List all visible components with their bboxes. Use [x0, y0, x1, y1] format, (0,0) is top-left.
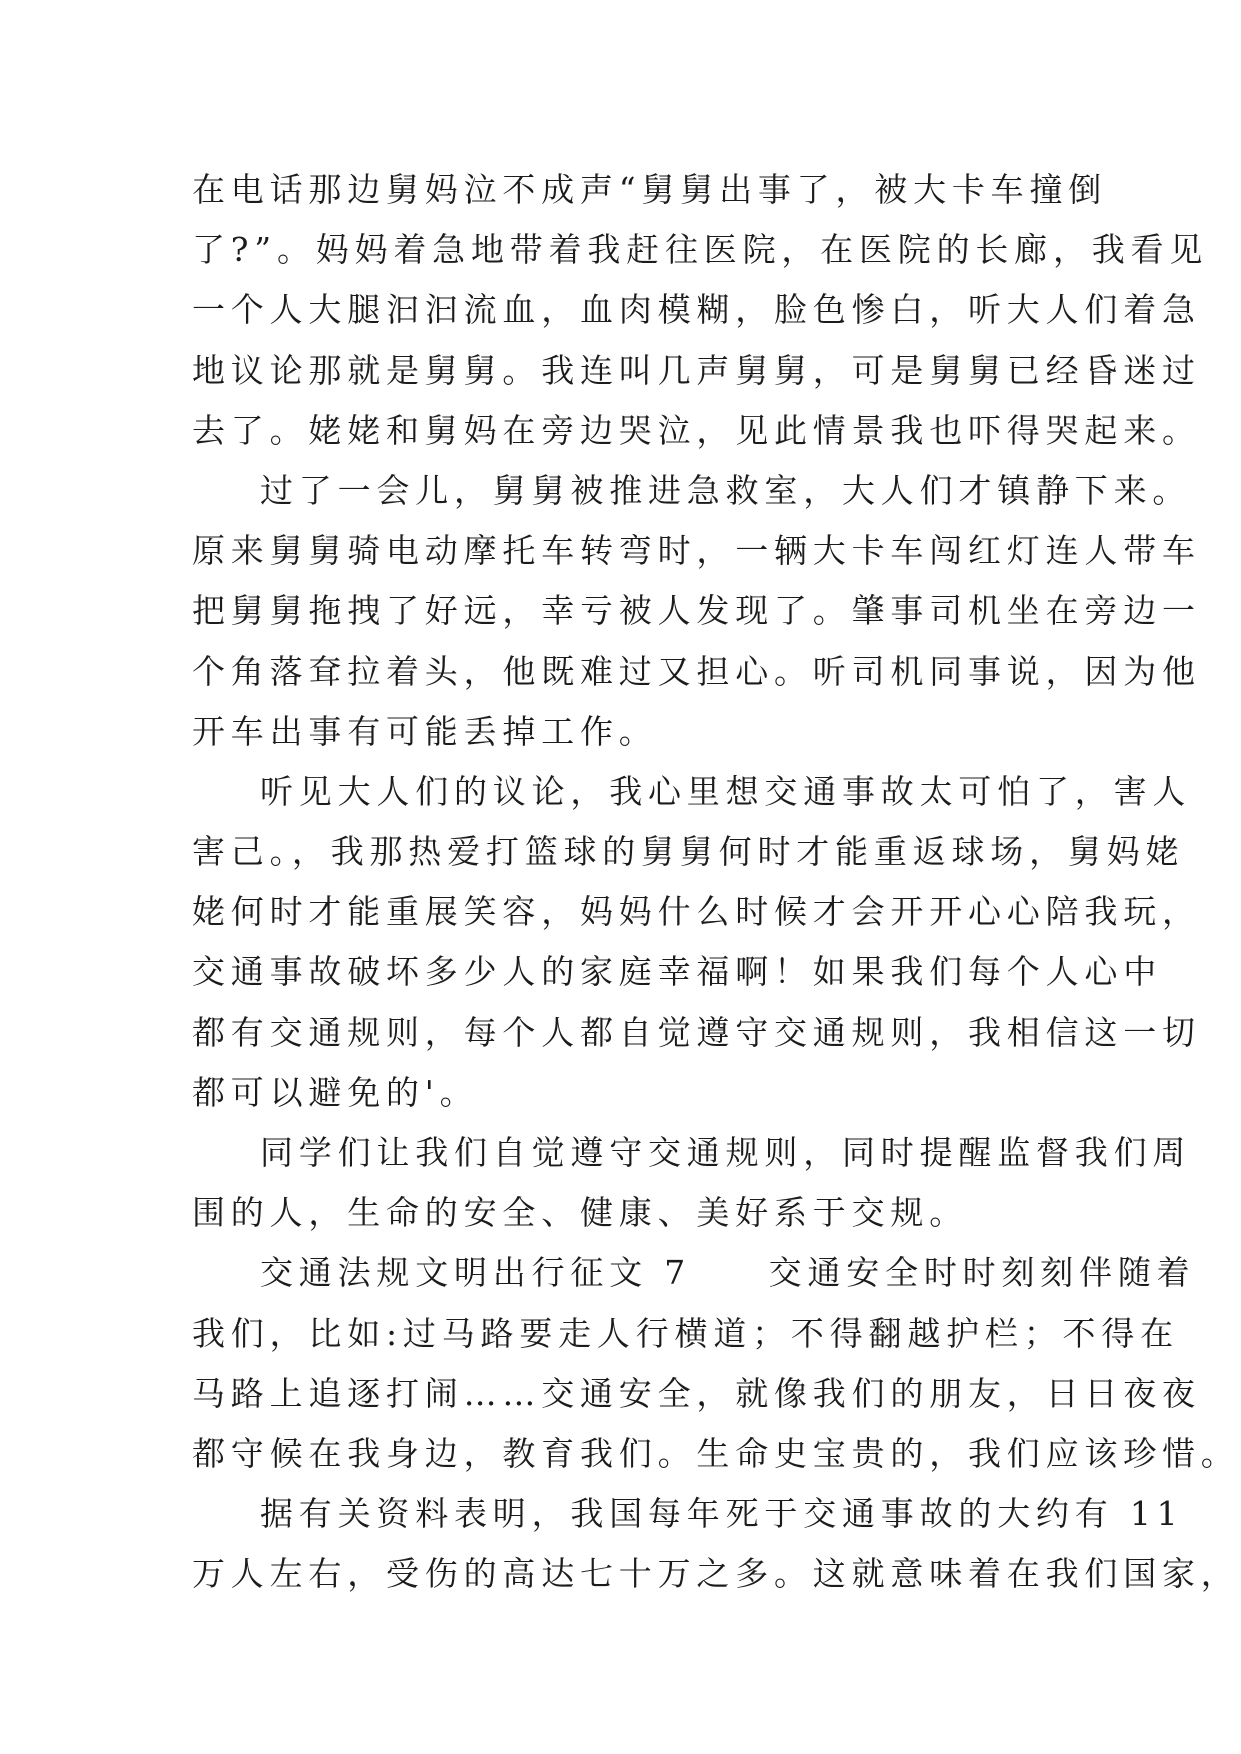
text-line: 马路上追逐打闹……交通安全，就像我们的朋友，日日夜夜 [192, 1373, 1201, 1413]
text-line: 去了。姥姥和舅妈在旁边哭泣，见此情景我也吓得哭起来。 [192, 410, 1201, 450]
text-line: 害己。，我那热爱打篮球的舅舅何时才能重返球场，舅妈姥 [192, 832, 1185, 872]
text-line: 都守候在我身边，教育我们。生命史宝贵的，我们应该珍惜。 [192, 1433, 1240, 1473]
text-line: 一个人大腿汩汩流血，血肉模糊，脸色惨白，听大人们着急 [192, 290, 1201, 330]
text-line: 在电话那边舅妈泣不成声“舅舅出事了，被大卡车撞倒 [192, 170, 1108, 209]
text-line: 个角落耷拉着头，他既难过又担心。听司机同事说，因为他 [192, 651, 1201, 691]
text-line: 了?”。妈妈着急地带着我赶往医院，在医院的长廊，我看见 [192, 230, 1209, 270]
text-line: 过了一会儿，舅舅被推进急救室，大人们才镇静下来。 [260, 470, 1192, 510]
text-line: 同学们让我们自觉遵守交通规则，同时提醒监督我们周 [260, 1133, 1192, 1172]
text-line: 都有交通规则，每个人都自觉遵守交通规则，我相信这一切 [192, 1012, 1201, 1052]
text-line: 都可以避免的'。 [192, 1072, 479, 1112]
text-line: 听见大人们的议论，我心里想交通事故太可怕了，害人 [260, 771, 1192, 811]
text-line: 把舅舅拖拽了好远，幸亏被人发现了。肇事司机坐在旁边一 [192, 591, 1201, 631]
text-line: 姥何时才能重展笑容，妈妈什么时候才会开开心心陪我玩， [192, 892, 1201, 932]
text-line: 我们，比如:过马路要走人行横道；不得翻越护栏；不得在 [192, 1313, 1179, 1353]
document-body [192, 160, 1240, 1605]
text-line: 地议论那就是舅舅。我连叫几声舅舅，可是舅舅已经昏迷过 [192, 350, 1201, 390]
text-line: 围的人，生命的安全、健康、美好系于交规。 [192, 1193, 968, 1233]
text-line: 交通法规文明出行征文 7 交通安全时时刻刻伴随着 [260, 1253, 1196, 1293]
text-line: 万人左右，受伤的高达七十万之多。这就意味着在我们国家， [192, 1554, 1240, 1594]
text-line: 开车出事有可能丢掉工作。 [192, 711, 658, 751]
text-line: 据有关资料表明，我国每年死于交通事故的大约有 11 [260, 1494, 1184, 1534]
text-line: 交通事故破坏多少人的家庭幸福啊！如果我们每个人心中 [192, 952, 1162, 992]
text-line: 原来舅舅骑电动摩托车转弯时，一辆大卡车闯红灯连人带车 [192, 531, 1201, 571]
